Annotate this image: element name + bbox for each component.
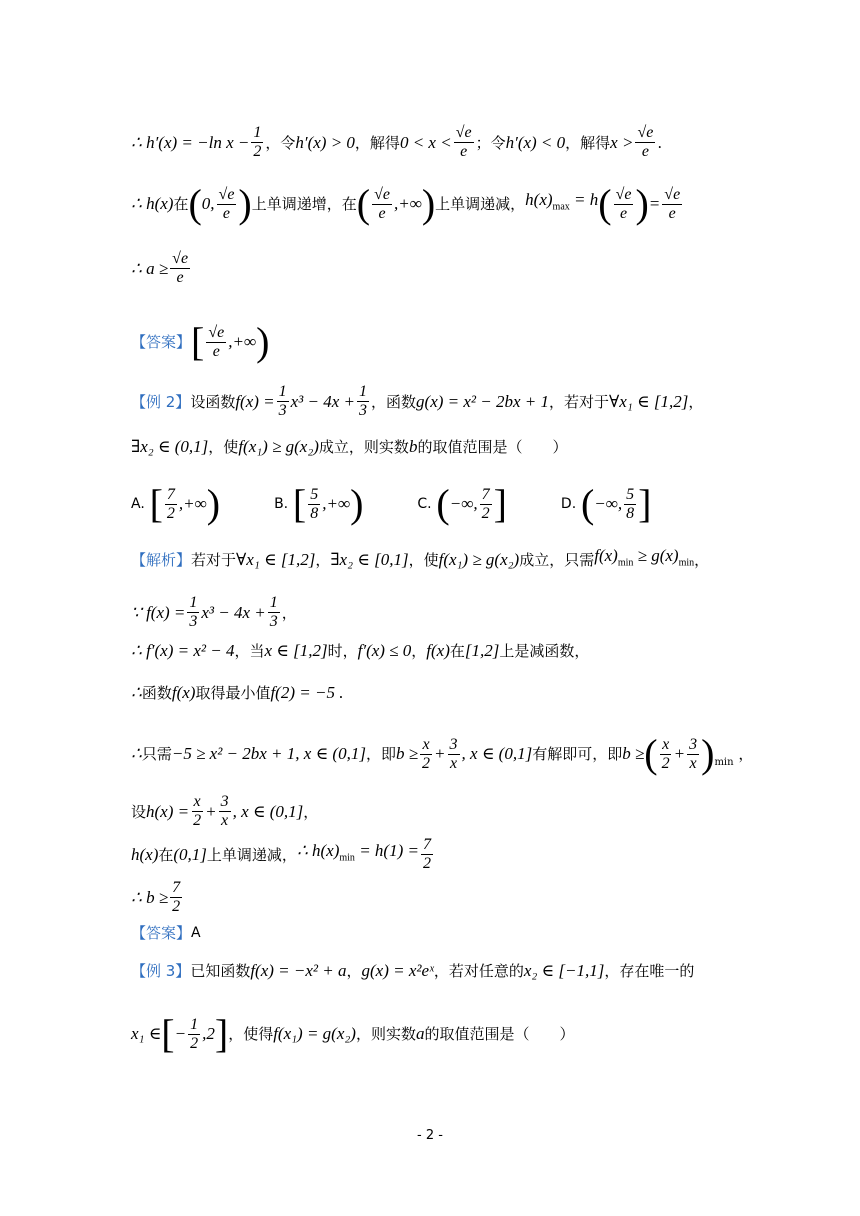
option-b[interactable]: B. [ $\frac{5}{8}$ ,+∞ ) [274,481,364,526]
solution-2-step-6: h(x) 在 (0,1] 上单调递减， ∴ $h(x)_{min} = h(1)$ = $\frac{7}{2}$ [131,836,431,872]
solution-2-step-3: ∴ 函数 f(x) 取得最小值 f(2) = −5 . [131,683,344,702]
fraction: $\frac{1}{2}$ [253,124,262,160]
example-2-stem-1: 【例 2】 设函数 f(x) = $\frac{1}{3}$ x³ − 4x + $\frac{1}{3}$ ，函数 g(x) = x² − 2bx + 1 ，若对于 ∀x₁ ∈ [1,2] ， [131,383,704,419]
solution-2-first: 【解析】 若对于 ∀x₁ ∈ [1,2] ， ∃x₂ ∈ [0,1] ，使 f(x₁) ≥ g(x₂) 成立，只需 $f(x)_{min} \ge g(x)_{min}$ ， [131,546,710,569]
option-a[interactable]: A. [ $\frac{7}{2}$ ,+∞ ) [131,481,221,526]
solution-2-step-2: ∴ f′(x) = x² − 4 ，当 x ∈ [1,2] 时， f′(x) ≤ 0 ， f(x) 在 [1,2] 上是减函数， [131,641,590,660]
example-3-stem-2: x₁ ∈ [ − $\frac{1}{2}$ ,2 ] ，使得 f(x₁) = g(x₂) ，则实数 a 的取值范围是（ ） [131,1011,575,1056]
page-number: - 2 - [417,1128,443,1143]
solution-2-step-1: ∵ f(x) = $\frac{1}{3}$ x³ − 4x + $\frac{1}{3}$ ， [131,594,297,630]
solution-2-step-4: ∴ 只需 −5 ≥ x² − 2bx + 1, x ∈ (0,1] ，即 b ≥ $\frac{x}{2}$ + $\frac{3}{x}$ , x ∈ (0,1] 有解即可，即 b ≥ ( $\frac{x}{2}$ + $\frac{3}{x}$ ) $_{min}$ ， [131,731,754,776]
option-c[interactable]: C. ( −∞, $\frac{7}{2}$ ] [417,481,507,526]
example-3-stem-1: 【例 3】 已知函数 f(x) = −x² + a ， g(x) = x²eˣ ，若对任意的 x₂ ∈ [−1,1] ，存在唯一的 [131,961,695,980]
answer-1: 【答案】 [ $\frac{√e}{e}$ ,+∞ ) [131,319,270,364]
monotonic-line: ∴ h(x) 在 ( 0, $\frac{√e}{e}$ ) 上单调递增，在 ( $\frac{√e}{e}$ ,+∞ ) 上单调递减， $h(x)_{max} = h$ ( $\frac{√e}{e}$ ) = $\frac{√e}{e}$ [131,181,681,226]
solution-2-step-7: ∴ b ≥ $\frac{7}{2}$ [131,879,181,915]
answer-2: 【答案】 A [131,924,201,942]
option-d[interactable]: D. ( −∞, $\frac{5}{8}$ ] [560,481,652,526]
derivative-line: ∴ h′(x) = −ln x − $\frac{1}{2}$ ，令 h′(x) > 0 ，解得 0 < x < $\frac{√e}{e}$ ；令 h′(x) < 0 ，解得 x > $\frac{√e}{e}$ . [131,124,663,160]
example-2-options [131,481,705,526]
solution-2-step-5: 设 h(x) = $\frac{x}{2}$ + $\frac{3}{x}$ , x ∈ (0,1] ， [131,793,319,829]
example-2-stem-2: ∃x₂ ∈ (0,1] ，使 f(x₁) ≥ g(x₂) 成立，则实数 b 的取值范围是（ ） [131,437,568,456]
conclusion-line: ∴ a ≥ $\frac{√e}{e}$ [131,250,189,286]
